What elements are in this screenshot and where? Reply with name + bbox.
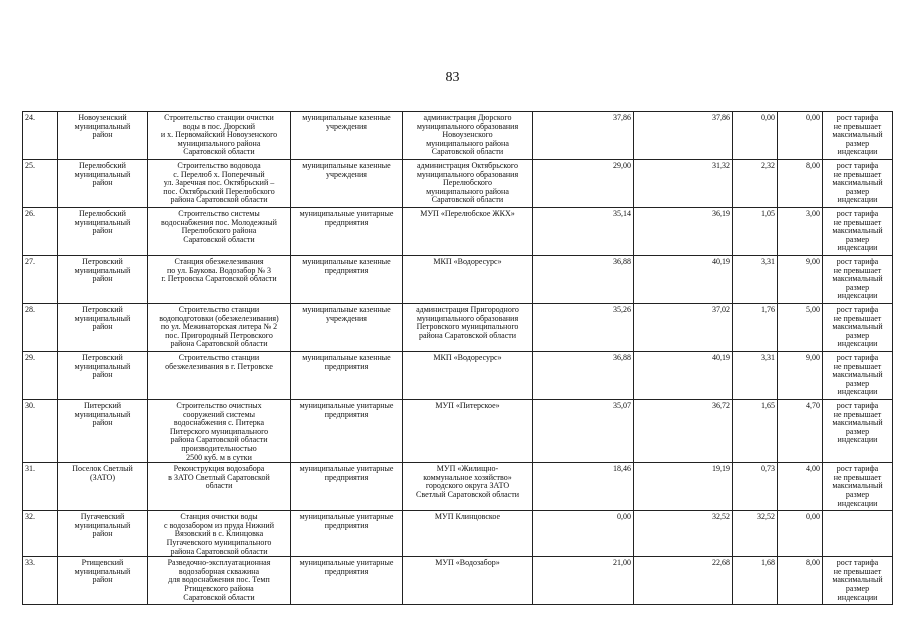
tariff-before-cell: 37,86 <box>533 112 634 160</box>
table-row <box>23 256 893 304</box>
note-cell: рост тарифа не превышает максимальный размер индексации <box>823 256 893 304</box>
note-cell: рост тарифа не превышает максимальный размер индексации <box>823 352 893 400</box>
org-type-cell: муниципальные казенные предприятия <box>291 352 403 400</box>
tariff-after-cell: 37,02 <box>634 304 733 352</box>
district-cell: Петровский муниципальный район <box>58 304 148 352</box>
row-number: 32. <box>23 511 58 557</box>
increase-percent-cell: 0,00 <box>778 112 823 160</box>
org-type-cell: муниципальные казенные учреждения <box>291 160 403 208</box>
note-cell: рост тарифа не превышает максимальный размер индексации <box>823 208 893 256</box>
table-body <box>23 112 893 605</box>
row-number: 27. <box>23 256 58 304</box>
tariff-before-cell: 35,07 <box>533 400 634 463</box>
district-cell: Пугачевский муниципальный район <box>58 511 148 557</box>
increase-amount-cell: 0,73 <box>733 463 778 511</box>
district-cell: Перелюбский муниципальный район <box>58 160 148 208</box>
object-cell: Реконструкция водозабора в ЗАТО Светлый Саратовской области <box>148 463 291 511</box>
increase-amount-cell: 0,00 <box>733 112 778 160</box>
table-row <box>23 208 893 256</box>
table-row <box>23 400 893 463</box>
row-number: 24. <box>23 112 58 160</box>
row-number: 28. <box>23 304 58 352</box>
tariff-before-cell: 36,88 <box>533 256 634 304</box>
increase-percent-cell: 5,00 <box>778 304 823 352</box>
increase-percent-cell: 9,00 <box>778 256 823 304</box>
increase-amount-cell: 1,65 <box>733 400 778 463</box>
row-number: 30. <box>23 400 58 463</box>
object-cell: Станция обезжелезивания по ул. Баукова. Водозабор № 3 г. Петровска Саратовской области <box>148 256 291 304</box>
table-row <box>23 304 893 352</box>
increase-amount-cell: 1,05 <box>733 208 778 256</box>
org-type-cell: муниципальные унитарные предприятия <box>291 400 403 463</box>
district-cell: Перелюбский муниципальный район <box>58 208 148 256</box>
org-type-cell: муниципальные унитарные предприятия <box>291 511 403 557</box>
table-row <box>23 511 893 557</box>
table-row <box>23 463 893 511</box>
increase-percent-cell: 3,00 <box>778 208 823 256</box>
org-type-cell: муниципальные казенные учреждения <box>291 112 403 160</box>
tariff-after-cell: 36,19 <box>634 208 733 256</box>
organization-cell: МКП «Водоресурс» <box>403 352 533 400</box>
increase-percent-cell: 0,00 <box>778 511 823 557</box>
increase-percent-cell: 4,00 <box>778 463 823 511</box>
page-number: 83 <box>445 70 460 85</box>
object-cell: Строительство станции водоподготовки (обезжелезивания) по ул. Межинаторская литера № 2 пос. Пригородный Петровского района Саратовской области <box>148 304 291 352</box>
increase-amount-cell: 1,68 <box>733 557 778 605</box>
increase-amount-cell: 1,76 <box>733 304 778 352</box>
district-cell: Питерский муниципальный район <box>58 400 148 463</box>
organization-cell: администрация Пригородного муниципального образования Петровского муниципального района Саратовской области <box>403 304 533 352</box>
organization-cell: администрация Дюрского муниципального образования Новоузенского муниципального района Саратовской области <box>403 112 533 160</box>
increase-amount-cell: 32,52 <box>733 511 778 557</box>
tariff-after-cell: 32,52 <box>634 511 733 557</box>
increase-percent-cell: 8,00 <box>778 160 823 208</box>
district-cell: Ртищевский муниципальный район <box>58 557 148 605</box>
tariff-table <box>22 111 893 605</box>
row-number: 33. <box>23 557 58 605</box>
increase-percent-cell: 4,70 <box>778 400 823 463</box>
org-type-cell: муниципальные унитарные предприятия <box>291 463 403 511</box>
object-cell: Станция очистки воды с водозабором из пруда Нижний Вязовский в с. Клинцовка Пугачевского муниципального района Саратовской области <box>148 511 291 557</box>
table-row <box>23 557 893 605</box>
tariff-before-cell: 29,00 <box>533 160 634 208</box>
object-cell: Строительство водовода с. Перелюб х. Поперечный ул. Заречная пос. Октябрьский – пос. Октябрьский Перелюбского района Саратовской области <box>148 160 291 208</box>
org-type-cell: муниципальные унитарные предприятия <box>291 557 403 605</box>
object-cell: Строительство станции обезжелезивания в г. Петровске <box>148 352 291 400</box>
organization-cell: МУП «Водозабор» <box>403 557 533 605</box>
row-number: 26. <box>23 208 58 256</box>
tariff-before-cell: 18,46 <box>533 463 634 511</box>
increase-amount-cell: 3,31 <box>733 352 778 400</box>
increase-percent-cell: 8,00 <box>778 557 823 605</box>
object-cell: Строительство станции очистки воды в пос. Дюрский и х. Первомайский Новоузенского муниципального района Саратовской области <box>148 112 291 160</box>
organization-cell: МУП «Жилищно- коммунальное хозяйство» городского округа ЗАТО Светлый Саратовской области <box>403 463 533 511</box>
org-type-cell: муниципальные казенные предприятия <box>291 256 403 304</box>
org-type-cell: муниципальные унитарные предприятия <box>291 208 403 256</box>
tariff-after-cell: 19,19 <box>634 463 733 511</box>
increase-amount-cell: 2,32 <box>733 160 778 208</box>
row-number: 25. <box>23 160 58 208</box>
organization-cell: МКП «Водоресурс» <box>403 256 533 304</box>
table-row <box>23 352 893 400</box>
organization-cell: МУП «Питерское» <box>403 400 533 463</box>
table-row <box>23 160 893 208</box>
note-cell: рост тарифа не превышает максимальный размер индексации <box>823 557 893 605</box>
organization-cell: МУП Клинцовское <box>403 511 533 557</box>
tariff-after-cell: 40,19 <box>634 256 733 304</box>
tariff-before-cell: 35,26 <box>533 304 634 352</box>
tariff-after-cell: 36,72 <box>634 400 733 463</box>
row-number: 31. <box>23 463 58 511</box>
increase-percent-cell: 9,00 <box>778 352 823 400</box>
object-cell: Строительство очистных сооружений системы водоснабжения с. Питерка Питерского муниципального района Саратовской области производительностью 2500 куб. м в сутки <box>148 400 291 463</box>
note-cell: рост тарифа не превышает максимальный размер индексации <box>823 112 893 160</box>
district-cell: Петровский муниципальный район <box>58 256 148 304</box>
table-row <box>23 112 893 160</box>
row-number: 29. <box>23 352 58 400</box>
note-cell: рост тарифа не превышает максимальный размер индексации <box>823 160 893 208</box>
tariff-after-cell: 40,19 <box>634 352 733 400</box>
org-type-cell: муниципальные казенные учреждения <box>291 304 403 352</box>
note-cell: рост тарифа не превышает максимальный размер индексации <box>823 304 893 352</box>
district-cell: Поселок Светлый (ЗАТО) <box>58 463 148 511</box>
tariff-before-cell: 0,00 <box>533 511 634 557</box>
note-cell: рост тарифа не превышает максимальный размер индексации <box>823 463 893 511</box>
note-cell <box>823 511 893 557</box>
tariff-before-cell: 36,88 <box>533 352 634 400</box>
district-cell: Новоузенский муниципальный район <box>58 112 148 160</box>
organization-cell: администрация Октябрьского муниципального образования Перелюбского муниципального района Саратовской области <box>403 160 533 208</box>
tariff-before-cell: 21,00 <box>533 557 634 605</box>
object-cell: Строительство системы водоснабжения пос. Молодежный Перелюбского района Саратовской области <box>148 208 291 256</box>
tariff-before-cell: 35,14 <box>533 208 634 256</box>
note-cell: рост тарифа не превышает максимальный размер индексации <box>823 400 893 463</box>
increase-amount-cell: 3,31 <box>733 256 778 304</box>
district-cell: Петровский муниципальный район <box>58 352 148 400</box>
tariff-after-cell: 22,68 <box>634 557 733 605</box>
object-cell: Разведочно-эксплуатационная водозаборная скважина для водоснабжения пос. Темп Ртищевского района Саратовской области <box>148 557 291 605</box>
organization-cell: МУП «Перелюбское ЖКХ» <box>403 208 533 256</box>
tariff-after-cell: 31,32 <box>634 160 733 208</box>
tariff-after-cell: 37,86 <box>634 112 733 160</box>
